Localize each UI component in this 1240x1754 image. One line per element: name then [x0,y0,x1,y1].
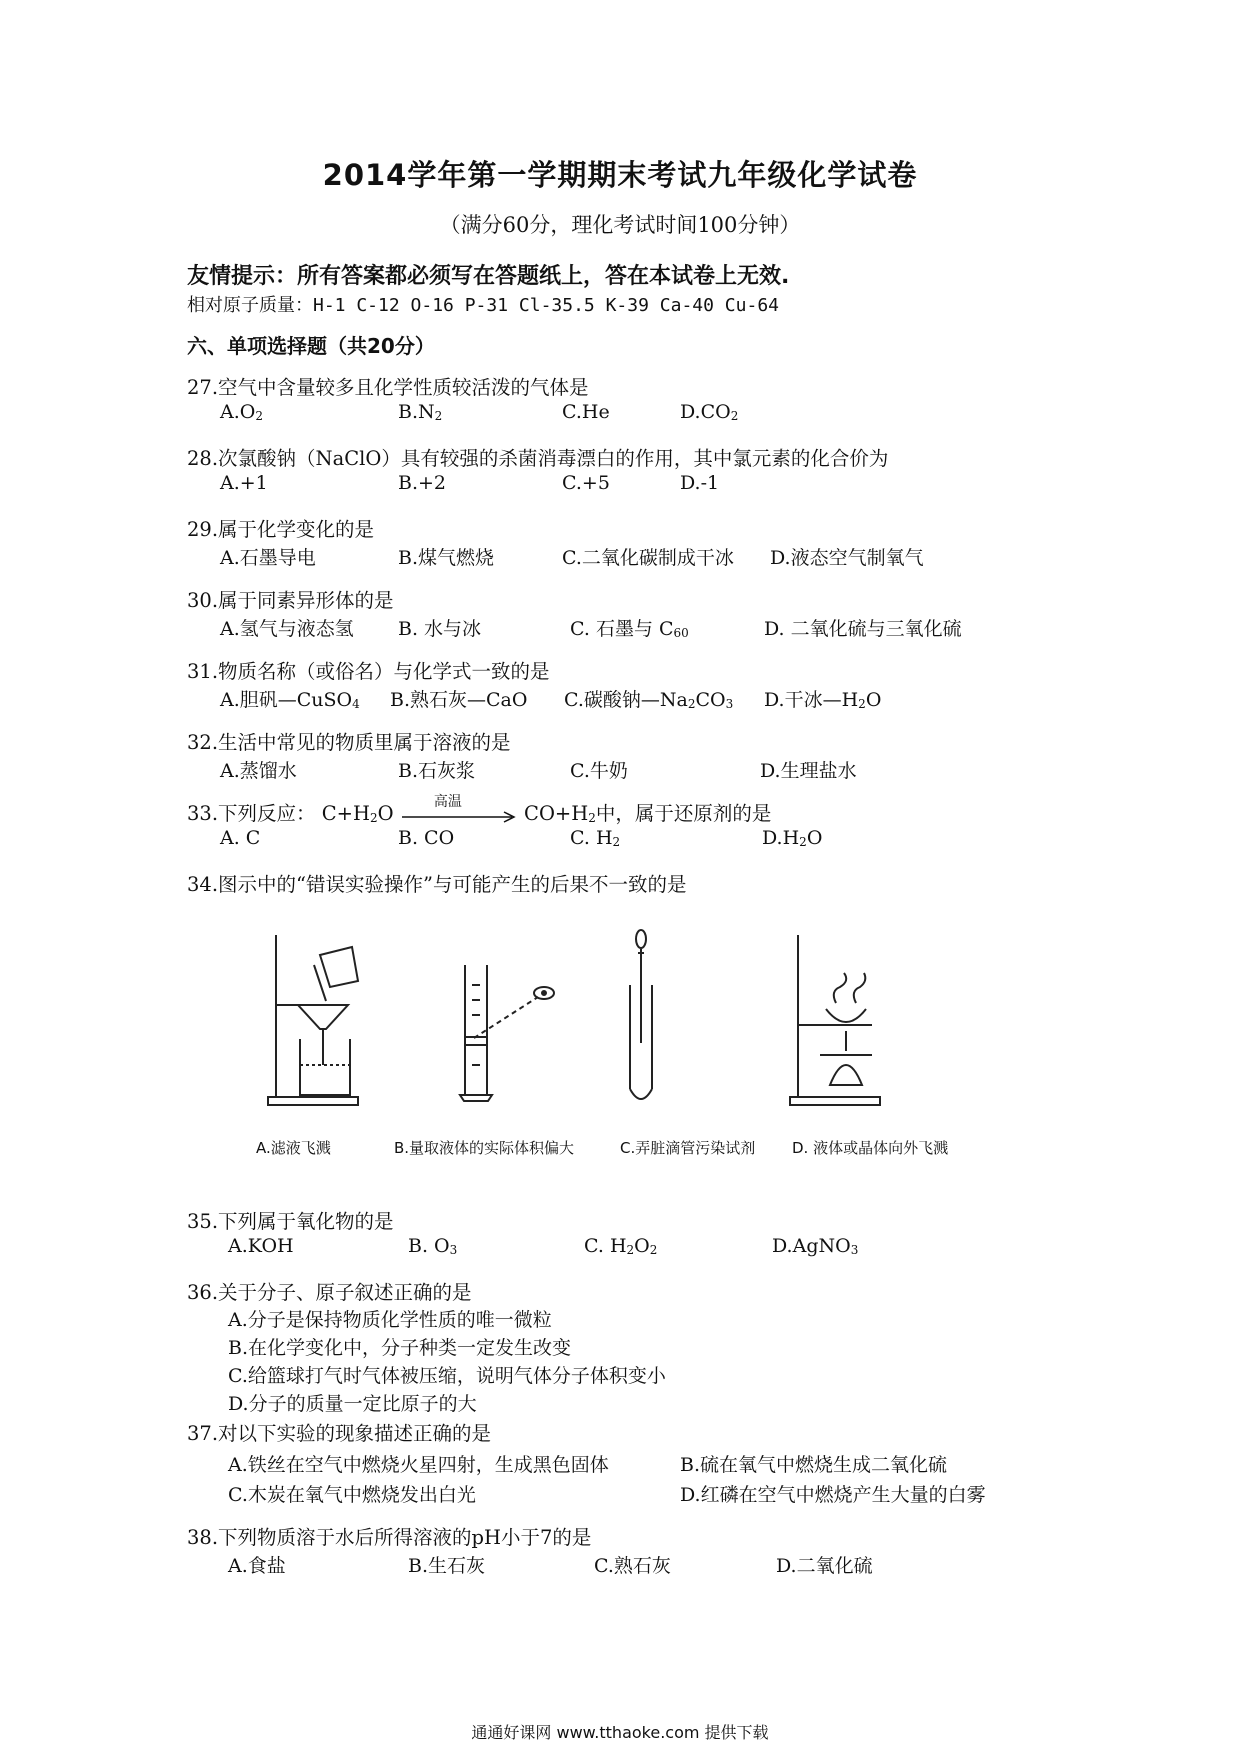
question-35-option-c: C. $H_2O_2$ [584,1235,658,1257]
question-36-option-a: A.分子是保持物质化学性质的唯一微粒 [228,1309,552,1331]
question-37-option-c: C.木炭在氧气中燃烧发出白光 [228,1484,476,1506]
question-36-option-b: B.在化学变化中，分子种类一定发生改变 [228,1337,572,1359]
question-31-option-b: B.熟石灰—CaO [390,689,528,711]
section-heading: 六、单项选择题（共20分） [187,334,435,358]
question-33-option-c: C. $H_2$ [570,827,621,849]
question-30-option-b: B. 水与冰 [398,618,482,640]
question-34-stem: 34.图示中的“错误实验操作”与可能产生的后果不一致的是 [187,873,687,896]
question-27-stem: 27.空气中含量较多且化学性质较活泼的气体是 [187,376,589,399]
question-27-option-b: $B.N_2$ [398,401,443,423]
question-30-option-a: A.氢气与液态氢 [220,618,354,640]
question-27-option-d: $D.CO_2$ [680,401,739,423]
question-32-option-b: B.石灰浆 [398,760,476,782]
question-31-option-c: C.碳酸钠$—Na_2CO_3$ [564,689,734,711]
question-32-option-c: C.牛奶 [570,760,628,782]
reaction-condition: 高温 [433,793,462,810]
measuring-cylinder-icon [460,965,554,1101]
question-32-stem: 32.生活中常见的物质里属于溶液的是 [187,731,511,754]
question-35-option-a: A.KOH [228,1235,294,1257]
question-37-option-a: A.铁丝在空气中燃烧火星四射，生成黑色固体 [228,1454,609,1476]
figure-caption-b: B.量取液体的实际体积偏大 [394,1139,575,1157]
question-28-option-d: D.-1 [680,472,720,494]
figure-caption-a: A.滤液飞溅 [256,1139,331,1157]
arrow-icon [400,807,518,827]
question-28-option-b: B.+2 [398,472,447,494]
question-32-option-d: D.生理盐水 [760,760,857,782]
question-29-option-c: C.二氧化碳制成干冰 [562,547,734,569]
question-29-option-b: B.煤气燃烧 [398,547,495,569]
question-38-option-d: D.二氧化硫 [776,1555,873,1577]
question-35-option-d: D.AgNO$_3$ [772,1235,859,1257]
question-38-option-c: C.熟石灰 [594,1555,671,1577]
question-37-stem: 37.对以下实验的现象描述正确的是 [187,1422,492,1445]
question-29-option-d: D.液态空气制氧气 [770,547,924,569]
question-31-option-a: A.胆矾—CuSO$_4$ [220,689,360,711]
question-32-option-a: A.蒸馏水 [220,760,297,782]
question-37-option-d: D.红磷在空气中燃烧产生大量的白雾 [680,1484,986,1506]
question-33-option-b: B. CO [398,827,455,849]
question-33-stem: 33.下列反应： $C+H_2O$ 高温 $CO+H_2$中，属于还原剂的是 [187,798,771,826]
dropper-test-tube-icon [630,930,652,1099]
question-38-option-a: A.食盐 [228,1555,286,1577]
footer-download-note: 通通好课网 www.tthaoke.com 提供下载 [471,1723,769,1742]
question-27-option-c: C.He [562,401,610,423]
question-35-option-b: B. $O_3$ [408,1235,458,1257]
question-28-option-c: C.+5 [562,472,610,494]
question-33-option-a: A. C [220,827,261,849]
filtration-apparatus-icon [268,935,358,1105]
question-29-stem: 29.属于化学变化的是 [187,518,375,541]
answer-tip: 友情提示：所有答案都必须写在答题纸上，答在本试卷上无效. [187,264,790,289]
reaction-arrow [400,793,518,825]
question-33-option-d: $D.H_2O$ [762,827,823,849]
question-28-option-a: A.+1 [220,472,268,494]
evaporation-apparatus-icon [790,935,880,1105]
question-27-option-a: $A.O_2$ [220,401,263,423]
question-34-figure [256,925,980,1165]
question-31-stem: 31.物质名称（或俗名）与化学式一致的是 [187,660,550,683]
question-29-option-a: A.石墨导电 [220,547,316,569]
lab-apparatus-drawing [260,925,980,1165]
question-38-option-b: B.生石灰 [408,1555,486,1577]
question-36-option-d: D.分子的质量一定比原子的大 [228,1393,477,1415]
question-35-stem: 35.下列属于氧化物的是 [187,1210,394,1233]
question-37-option-b: B.硫在氧气中燃烧生成二氧化硫 [680,1454,948,1476]
question-30-option-d: D. 二氧化硫与三氧化硫 [764,618,962,640]
question-38-stem: 38.下列物质溶于水后所得溶液的pH小于7的是 [187,1526,592,1549]
question-28-stem: 28.次氯酸钠（NaClO）具有较强的杀菌消毒漂白的作用，其中氯元素的化合价为 [187,447,889,470]
figure-caption-d: D. 液体或晶体向外飞溅 [792,1139,949,1157]
figure-caption-c: C.弄脏滴管污染试剂 [620,1139,756,1157]
question-30-option-c: C. 石墨与 $C_{60}$ [570,618,689,640]
question-30-stem: 30.属于同素异形体的是 [187,589,394,612]
exam-subtitle: （满分60分，理化考试时间100分钟） [439,213,801,237]
atomic-masses: 相对原子质量：H-1 C-12 O-16 P-31 Cl-35.5 K-39 Ca-40 Cu-64 [187,295,779,316]
question-31-option-d: D.干冰$—H_2O$ [764,689,882,711]
exam-title: 2014学年第一学期期末考试九年级化学试卷 [322,158,918,192]
question-36-stem: 36.关于分子、原子叙述正确的是 [187,1281,472,1304]
question-36-option-c: C.给篮球打气时气体被压缩，说明气体分子体积变小 [228,1365,666,1387]
